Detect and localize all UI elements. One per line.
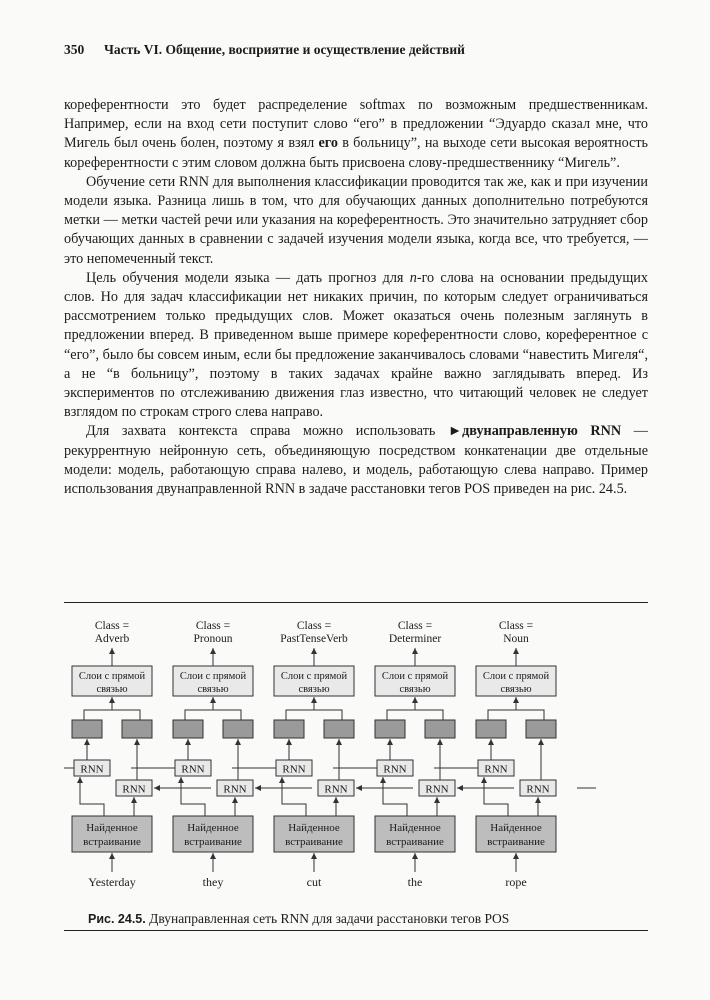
p1-text: кореферентности это будет распределение softmax по возможным предшественникам. Например, если на вход сети поступит слово “его” в предложении “Эдуардо сказал мне, что Мигель был очень болен, поэтому я взял [64, 97, 648, 152]
embed-to-forward-arrow [80, 777, 104, 816]
concat-bracket [387, 710, 443, 720]
class-label-line2: Noun [503, 633, 529, 645]
forward-rnn-label: RNN [181, 763, 205, 776]
backward-rnn-label: RNN [122, 783, 146, 796]
embedding-label-line1: Найденное [288, 822, 340, 834]
page-number: 350 [64, 42, 85, 57]
paragraph-3 [64, 269, 648, 423]
embedding-label-line2: встраивание [285, 836, 343, 848]
backward-state-block [425, 720, 455, 738]
paragraph-2: Обучение сети RNN для выполнения классификации проводится так же, как и при изучении модели языка. Разница лишь в том, что для обучающих данных дополнительно потребуются метки — метки частей речи или указания на кореферентность. Это значительно затрудняет сбор обучающих данных в сравнении с задачей изучения модели языка, когда все, что требуется, — это непомеченный текст. [64, 173, 648, 267]
class-label-line1: Class = [195, 620, 231, 632]
class-label-line2: Determiner [388, 633, 442, 645]
feedforward-label-line2: связью [500, 684, 532, 695]
embed-to-forward-arrow [181, 777, 205, 816]
embedding-label-line1: Найденное [86, 822, 138, 834]
embedding-label-line1: Найденное [490, 822, 542, 834]
running-title: Часть VI. Общение, восприятие и осуществление действий [104, 42, 465, 57]
feedforward-label-line1: Слои с прямой [78, 671, 146, 682]
input-word: rope [505, 875, 527, 889]
input-word: Yesterday [88, 875, 136, 889]
embedding-label-line2: встраивание [386, 836, 444, 848]
class-label-line1: Class = [397, 620, 433, 632]
page-header [64, 42, 465, 58]
forward-state-block [476, 720, 506, 738]
backward-rnn-label: RNN [425, 783, 449, 796]
p1-end: в больницу”, на выходе сети высокая вероятность кореферентности с этим словом должна быть присвоена слову-предшественнику “Мигель”. [64, 135, 648, 171]
backward-rnn-label: RNN [526, 783, 550, 796]
feedforward-label-line2: связью [96, 684, 128, 695]
embedding-label-line2: встраивание [184, 836, 242, 848]
forward-state-block [72, 720, 102, 738]
forward-state-block [375, 720, 405, 738]
input-word: they [202, 875, 224, 889]
embed-to-forward-arrow [282, 777, 306, 816]
feedforward-label-line1: Слои с прямой [482, 671, 550, 682]
feedforward-label-line1: Слои с прямой [179, 671, 247, 682]
feedforward-label-line2: связью [197, 684, 229, 695]
class-label-line2: Pronoun [193, 633, 233, 645]
input-word: the [407, 875, 423, 889]
forward-state-block [274, 720, 304, 738]
figure-top-rule [64, 602, 648, 603]
feedforward-label-line1: Слои с прямой [280, 671, 348, 682]
forward-state-block [173, 720, 203, 738]
backward-rnn-label: RNN [324, 783, 348, 796]
figure-caption [88, 911, 509, 927]
forward-rnn-label: RNN [282, 763, 306, 776]
caption-text: Двунаправленная сеть RNN для задачи расстановки тегов POS [145, 911, 510, 926]
bidirectional-rnn-term: ►двунаправленную RNN [448, 423, 622, 440]
embed-to-forward-arrow [484, 777, 508, 816]
p4-text-a: Для захвата контекста справа можно использовать [86, 423, 449, 440]
class-label-line1: Class = [296, 620, 332, 632]
backward-state-block [223, 720, 253, 738]
feedforward-label-line2: связью [298, 684, 330, 695]
feedforward-label-line2: связью [399, 684, 431, 695]
p4-text-b: — рекуррентную нейронную сеть, объединяющую посредством конкатенации две отдельные модели: модель, работающую справа налево, и модель, работающую слева направо. Пример использования двунаправленной RNN в задаче расстановки тегов POS приведен на рис. 24.5. [64, 423, 648, 498]
p3-italic-n: n [409, 269, 417, 286]
concat-bracket [488, 710, 544, 720]
p3-text-a: Цель обучения модели языка — дать прогноз для [86, 269, 410, 286]
concat-bracket [286, 710, 342, 720]
backward-state-block [122, 720, 152, 738]
class-label-line2: PastTenseVerb [280, 633, 348, 645]
backward-state-block [324, 720, 354, 738]
paragraph-4 [64, 422, 648, 499]
feedforward-label-line1: Слои с прямой [381, 671, 449, 682]
embedding-label-line2: встраивание [487, 836, 545, 848]
concat-bracket [84, 710, 140, 720]
backward-state-block [526, 720, 556, 738]
p1-bold: его [318, 135, 338, 152]
forward-rnn-label: RNN [484, 763, 508, 776]
embed-to-forward-arrow [383, 777, 407, 816]
caption-label: Рис. 24.5. [88, 912, 146, 926]
embedding-label-line1: Найденное [389, 822, 441, 834]
embedding-label-line2: встраивание [83, 836, 141, 848]
concat-bracket [185, 710, 241, 720]
p3-text-b: -го слова на основании предыдущих слов. Но для задач классификации нет никаких причин, по которым следует ограничиваться рассмотрением только предыдущих слов. Может оказаться очень полезным заглянуть в предложении вперед. В приведенном выше примере кореферентности слово, кореферентное с “его”, было бы совсем иным, если бы предложение заканчивалось словами “навестить Мигеля“, а не “в больницу”, поэтому в таких задачах крайне важно заглядывать вперед. Из экспериментов по отслеживанию движения глаз известно, что читающий человек не следует взглядом по строкам строго слева направо. [64, 269, 648, 421]
class-label-line1: Class = [498, 620, 534, 632]
forward-rnn-label: RNN [80, 763, 104, 776]
class-label-line2: Adverb [94, 633, 130, 645]
forward-rnn-label: RNN [383, 763, 407, 776]
bidirectional-rnn-diagram [64, 608, 648, 908]
class-label-line1: Class = [94, 620, 130, 632]
embedding-label-line1: Найденное [187, 822, 239, 834]
body-text [64, 96, 648, 499]
figure-bottom-rule [64, 930, 648, 931]
backward-rnn-label: RNN [223, 783, 247, 796]
input-word: cut [306, 875, 322, 889]
paragraph-1 [64, 96, 648, 173]
